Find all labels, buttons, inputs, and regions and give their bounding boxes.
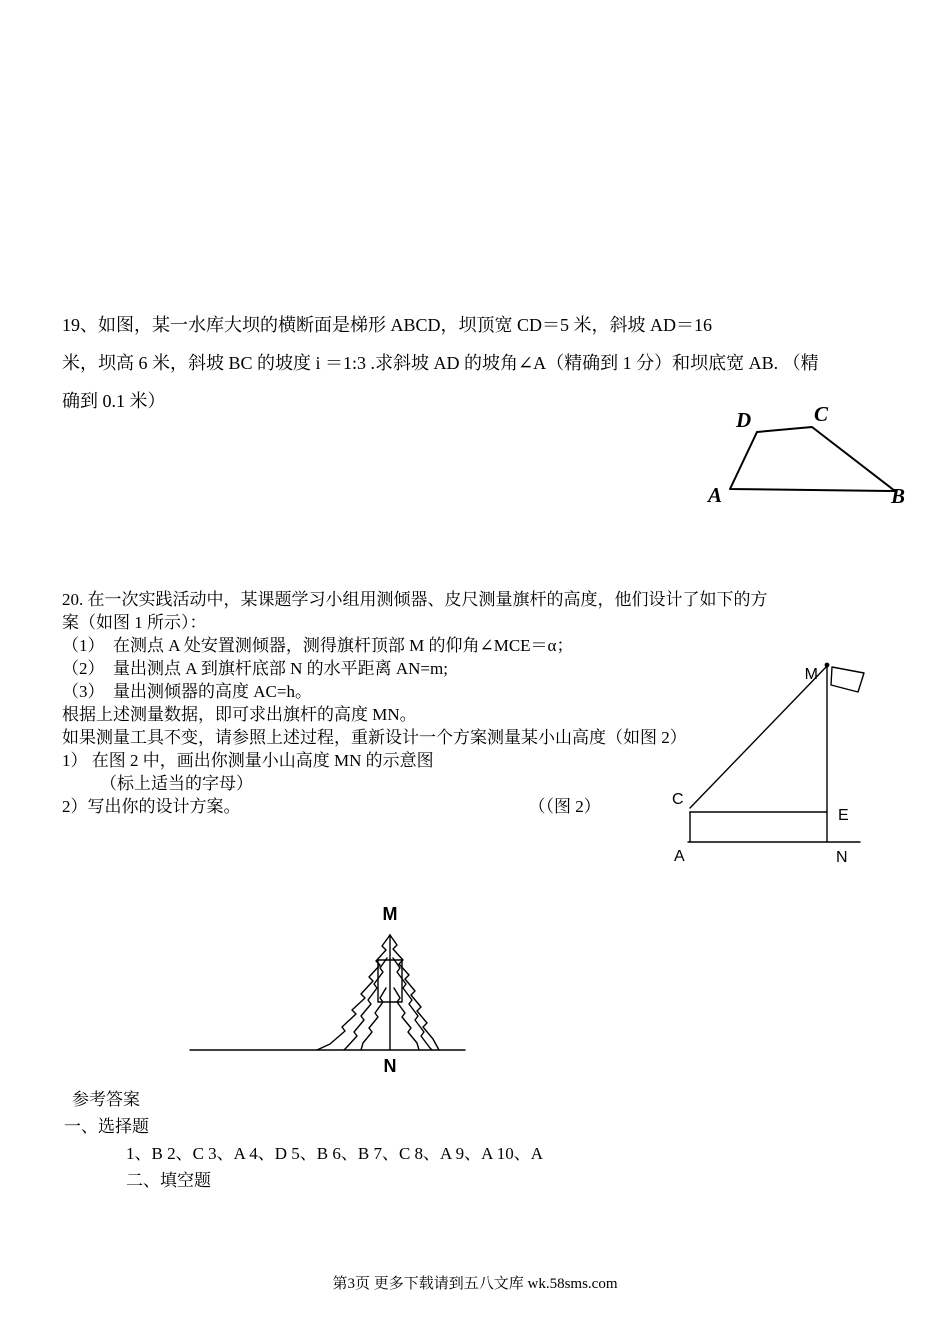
question-19-line-2: 米，坝高 6 米，斜坡 BC 的坡度 i ＝1:3 .求斜坡 AD 的坡角∠A（精确到 1 分）和坝底宽 AB. （精 bbox=[62, 353, 819, 373]
answer-title: 参考答案 bbox=[72, 1090, 140, 1109]
question-20-subtask-2-text: 2）写出你的设计方案。 bbox=[62, 797, 241, 816]
vertex-label-c: C bbox=[814, 405, 829, 426]
mountain-label-n: N bbox=[383, 1056, 397, 1076]
question-20-line-2: 案（如图 1 所示）： bbox=[62, 613, 207, 632]
mountain-ridge-mid-left bbox=[344, 958, 387, 1050]
question-19 bbox=[62, 306, 922, 420]
mountain-label-m: M bbox=[382, 904, 398, 924]
answer-section-1-heading: 一、选择题 bbox=[64, 1117, 149, 1136]
mountain-ridge-outer-left bbox=[317, 935, 390, 1050]
question-20-line-6: 根据上述测量数据，即可求出旗杆的高度 MN。 bbox=[62, 705, 417, 724]
flag-shape bbox=[831, 667, 864, 692]
question-20-subtask-1: 1） 在图 2 中，画出你测量小山高度 MN 的示意图 bbox=[62, 751, 434, 770]
question-20-step-3: （3） 量出测倾器的高度 AC=h。 bbox=[62, 682, 312, 701]
trapezoid-figure bbox=[700, 405, 915, 505]
question-19-line-3: 确到 0.1 米） bbox=[62, 391, 166, 411]
flagpole-measurement-figure bbox=[668, 652, 898, 867]
trapezoid-outline bbox=[730, 427, 895, 491]
question-20-step-2: （2） 量出测点 A 到旗杆底部 N 的水平距离 AN=m; bbox=[62, 659, 448, 678]
answer-choices: 1、B 2、C 3、A 4、D 5、B 6、B 7、C 8、A 9、A 10、A bbox=[126, 1144, 544, 1163]
answer-section-2-heading: 二、填空题 bbox=[126, 1171, 211, 1190]
point-label-e: E bbox=[838, 807, 849, 824]
question-20-step-1: （1） 在测点 A 处安置测倾器，测得旗杆顶部 M 的仰角∠MCE＝α； bbox=[62, 636, 574, 655]
vertex-label-d: D bbox=[736, 408, 752, 432]
figure-2-caption: （（图 2） bbox=[528, 797, 601, 816]
vertex-label-a: A bbox=[708, 483, 723, 505]
question-20-line-7: 如果测量工具不变，请参照上述过程，重新设计一个方案测量某小山高度（如图 2） bbox=[62, 728, 687, 747]
mountain-figure bbox=[180, 898, 490, 1088]
point-label-n: N bbox=[836, 849, 848, 866]
point-label-a: A bbox=[674, 848, 685, 865]
page-footer: 第3页 更多下载请到五八文库 wk.58sms.com bbox=[332, 1276, 618, 1292]
sight-line bbox=[690, 666, 827, 808]
point-label-m: M bbox=[804, 666, 818, 683]
question-20-line-1: 20. 在一次实践活动中，某课题学习小组用测倾器、皮尺测量旗杆的高度，他们设计了如下的方 bbox=[62, 590, 768, 609]
question-20-subtask-1-note: （标上适当的字母） bbox=[100, 774, 253, 793]
vertex-label-b: B bbox=[891, 484, 906, 505]
answer-section bbox=[62, 1086, 543, 1194]
point-label-c: C bbox=[672, 791, 684, 808]
question-19-line-1: 19、如图，某一水库大坝的横断面是梯形 ABCD，坝顶宽 CD＝5 米，斜坡 AD＝16 bbox=[62, 315, 713, 335]
